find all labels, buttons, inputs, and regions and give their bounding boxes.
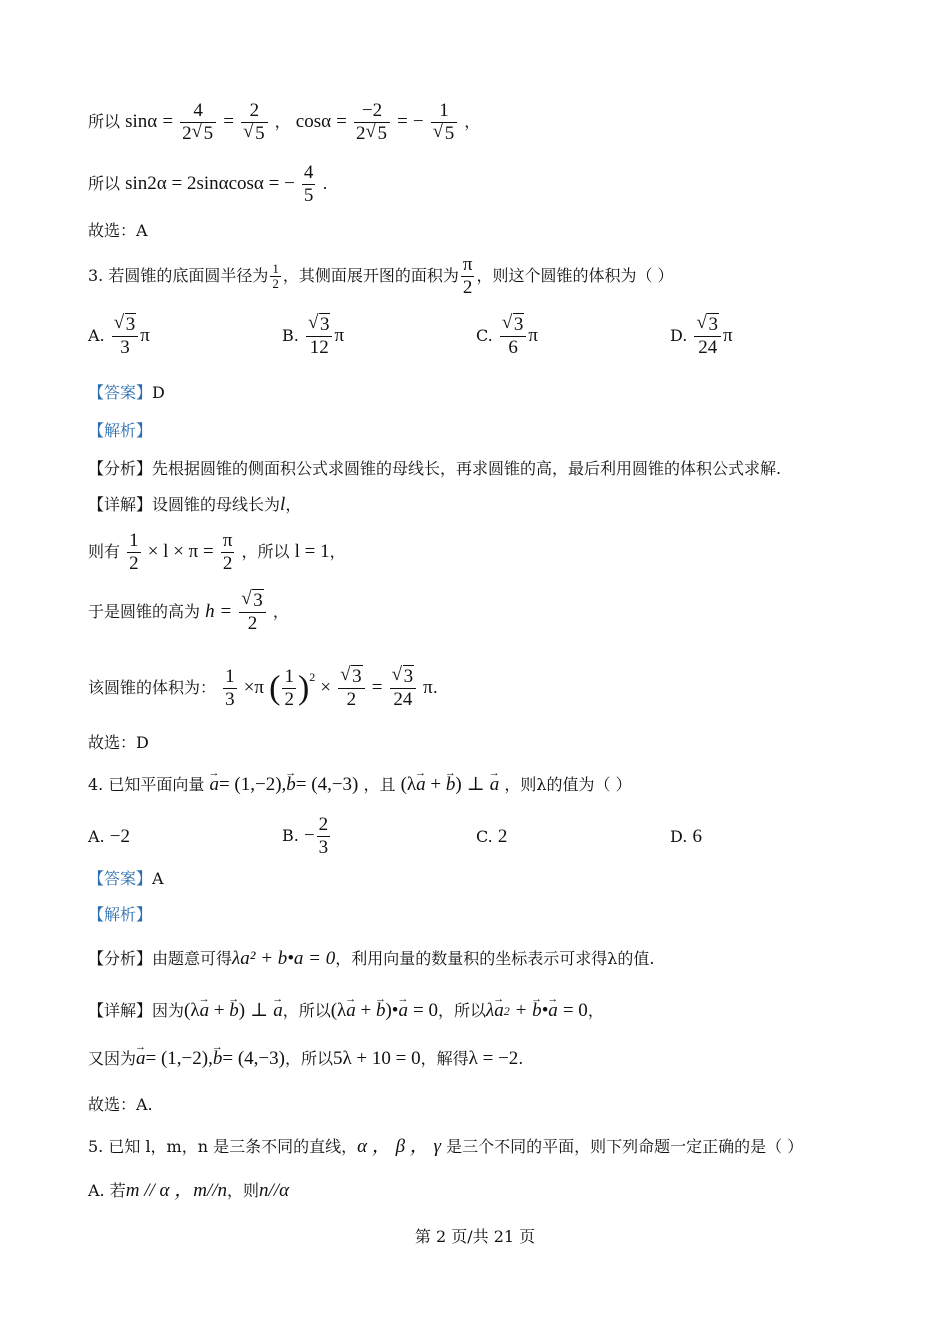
option-value: −2	[109, 826, 130, 847]
choice-line: 故选：A.	[88, 1095, 153, 1114]
fraction: 1 √ 5	[431, 100, 458, 145]
fenxi-tag: 【分析】	[88, 459, 153, 478]
paren: (	[269, 669, 281, 707]
q4-option-d	[670, 826, 702, 848]
vec-def: = (1,−2),	[218, 774, 287, 795]
option-result: n//α	[259, 1180, 290, 1201]
q3-step1	[88, 530, 346, 575]
question-3-stem	[88, 254, 674, 299]
fraction: $\frac{\pi}{2}$	[222, 530, 233, 574]
option-label: A.	[88, 326, 105, 345]
option-value: −	[303, 825, 315, 846]
fenxi-line	[88, 948, 655, 970]
fenxi-line	[88, 458, 781, 480]
vec-a: a →	[136, 1048, 146, 1070]
question-5-stem	[88, 1136, 803, 1158]
times: ×	[320, 677, 332, 698]
punct: ，	[329, 542, 346, 561]
q3-step3	[88, 666, 438, 711]
option-label: C.	[476, 827, 493, 846]
punct: .	[432, 678, 438, 697]
q3-step2	[88, 590, 289, 635]
text-prefix: 于是圆锥的高为	[88, 602, 201, 621]
option-label: A. 若	[88, 1181, 126, 1200]
q3-option-b	[282, 314, 344, 359]
equation: 5λ + 10 = 0	[332, 1048, 421, 1069]
vec-def: = (1,−2),	[145, 1048, 213, 1069]
paren: )	[297, 669, 310, 707]
eq-sign: =	[223, 111, 234, 132]
fraction: √ $\frac{3}{12}$	[306, 314, 333, 359]
text-prefix: 则有	[88, 542, 121, 561]
vec-def: = (4,−3)	[295, 774, 359, 795]
fenxi-text: 先根据圆锥的侧面积公式求圆锥的母线长，再求圆锥的高，最后利用圆锥的体积公式求解.	[152, 459, 782, 478]
eq-sign: =	[336, 111, 347, 132]
sin2alpha-expr: sin2α = 2sinαcosα = −	[125, 173, 295, 194]
fraction: 2 √ 5	[241, 100, 268, 145]
xiangjie-tag: 【详解】	[88, 1001, 153, 1020]
eq-sign: =	[397, 111, 408, 132]
option-label: D.	[670, 326, 688, 345]
text-prefix: 所以	[88, 112, 121, 131]
fraction: $\frac{1}{2}$	[284, 666, 294, 710]
q3-option-d	[670, 314, 733, 359]
q4-xiangjie	[88, 1000, 604, 1022]
answer-line	[88, 868, 164, 890]
text-prefix: 该圆锥的体积为：	[88, 678, 217, 697]
answer-value: A	[152, 869, 164, 888]
stem-text: ，其侧面展开图的面积为	[282, 266, 459, 285]
fenxi-tag: 【分析】	[88, 949, 153, 968]
q3-option-c	[476, 314, 538, 359]
eq-sign: =	[371, 677, 383, 698]
stem-text: ，则这个圆锥的体积为（ ）	[476, 266, 674, 285]
q4-step1	[88, 1048, 523, 1070]
fraction: $\frac{1}{2}$	[129, 530, 139, 574]
answer-line	[88, 382, 165, 404]
fenxi-text: ，利用向量的数量积的坐标表示可求得λ的值.	[335, 949, 655, 968]
fraction: √ $\frac{3}{24}$	[694, 314, 721, 359]
fraction: √ $\frac{3}{2}$	[338, 666, 365, 711]
area-fraction: $\frac{\pi}{2}$	[462, 254, 473, 298]
vec-b: b →	[213, 1048, 223, 1070]
punct: .	[518, 1049, 524, 1068]
vec-a: a →	[209, 774, 219, 796]
xiangjie-text: 设圆锥的母线长为	[152, 495, 281, 514]
h-eq: h =	[205, 601, 233, 622]
eq-zero: = 0	[562, 1000, 588, 1021]
greek-planes: α ， β ， γ	[357, 1136, 442, 1157]
option-label: C.	[476, 326, 493, 345]
answer-tag: 【答案】	[88, 869, 153, 888]
eq-sign: =	[162, 111, 174, 132]
xiangjie-line	[88, 494, 301, 516]
stem-text: ，且	[363, 775, 396, 794]
option-expr: m // α ，m//n	[125, 1180, 228, 1201]
paren-expr: (λa → + b →)	[184, 1000, 245, 1021]
option-label: D.	[670, 827, 688, 846]
text: ，解得	[420, 1049, 469, 1068]
separator: ，	[274, 112, 291, 131]
punct: ，	[587, 1001, 604, 1020]
eq-zero: = 0	[413, 1000, 439, 1021]
fraction: $\frac{4}{2√ 5}$	[180, 100, 216, 145]
pi: π	[722, 325, 733, 346]
fenxi-expr: λa² + b•a = 0	[232, 948, 336, 969]
text: ，则	[227, 1181, 260, 1200]
fraction: √ $\frac{3}{2}$	[239, 590, 266, 635]
stem-text: 4. 已知平面向量	[88, 775, 205, 794]
paren-expr: (λa → + b →)	[401, 774, 462, 795]
sin-alpha: sinα	[125, 111, 158, 132]
fraction: √ $\frac{3}{6}$	[500, 314, 527, 359]
pi: π	[423, 677, 433, 698]
option-value: 6	[692, 826, 702, 847]
stem-text: 5. 已知 l，m，n 是三条不同的直线，	[88, 1137, 358, 1156]
vec-a: a →	[273, 1000, 283, 1022]
line-sin2alpha	[88, 162, 328, 207]
perp: ⊥	[250, 1000, 269, 1021]
option-label: B.	[282, 826, 299, 845]
question-4-stem	[88, 774, 632, 796]
option-value: 2	[497, 826, 508, 847]
punct: ，	[272, 602, 289, 621]
fraction: √ $\frac{3}{24}$	[390, 666, 417, 711]
answer-tag: 【答案】	[88, 383, 153, 402]
stem-text: ，则λ的值为（ ）	[504, 775, 632, 794]
option-label: A.	[88, 827, 105, 846]
choice-line: 故选：A	[88, 221, 148, 240]
punct: .	[322, 174, 328, 193]
text-prefix: 所以	[88, 174, 121, 193]
perp: ⊥	[466, 774, 485, 795]
q4-option-a	[88, 826, 130, 848]
vec-def: = (4,−3)	[222, 1048, 285, 1069]
line-sin-cos	[88, 100, 480, 145]
text: 因为	[152, 1001, 185, 1020]
cos-alpha: cosα	[295, 111, 332, 132]
text: ，所以	[284, 1049, 333, 1068]
result: λ = −2	[468, 1048, 519, 1069]
fraction: $\frac{1}{3}$	[225, 666, 235, 710]
minus-sign: −	[412, 111, 424, 132]
result: l = 1	[294, 541, 330, 562]
q4-option-b	[282, 814, 332, 859]
stem-text: 3. 若圆锥的底面圆半径为	[88, 266, 269, 285]
exponent: 2	[309, 670, 316, 684]
expr: λa →$^2$ + b →•a →	[486, 1000, 558, 1021]
expr: ×π	[243, 677, 265, 698]
text: ，所以	[282, 1001, 331, 1020]
fraction: $\frac{2}{3}$	[318, 814, 329, 858]
fenxi-text: 由题意可得	[152, 949, 233, 968]
option-label: B.	[282, 326, 299, 345]
jiexi-tag: 【解析】	[88, 421, 153, 440]
fraction: $\frac{4}{5}$	[303, 162, 314, 206]
stem-text: 是三个不同的平面，则下列命题一定正确的是（ ）	[446, 1137, 804, 1156]
pi: π	[528, 325, 538, 346]
pi: π	[334, 325, 345, 346]
q5-option-a	[88, 1180, 289, 1202]
paren-expr: (λa → + b →)•a →	[331, 1000, 408, 1021]
pi: π	[140, 325, 150, 346]
q3-option-a	[88, 314, 150, 359]
fraction: $\frac{-2}{2√ 5}$	[354, 100, 390, 145]
punct: ，	[285, 495, 302, 514]
xiangjie-tag: 【详解】	[88, 495, 153, 514]
var-l: l	[280, 494, 286, 515]
text-prefix: 又因为	[88, 1049, 137, 1068]
answer-value: D	[152, 383, 165, 402]
vec-a: a →	[490, 774, 500, 796]
jiexi-tag: 【解析】	[88, 905, 153, 924]
text: ，所以	[438, 1001, 487, 1020]
fraction: √ $\frac{3}{3}$	[112, 314, 139, 359]
q4-option-c	[476, 826, 507, 848]
punct: ，	[464, 112, 481, 131]
radius-fraction: $\frac{1}{2}$	[272, 261, 279, 291]
vec-b: b →	[286, 774, 296, 796]
choice-line: 故选：D	[88, 733, 149, 752]
page-footer: 第 2 页/共 21 页	[414, 1227, 536, 1246]
text: ，所以	[241, 542, 290, 561]
expr: × l × π =	[147, 541, 214, 562]
